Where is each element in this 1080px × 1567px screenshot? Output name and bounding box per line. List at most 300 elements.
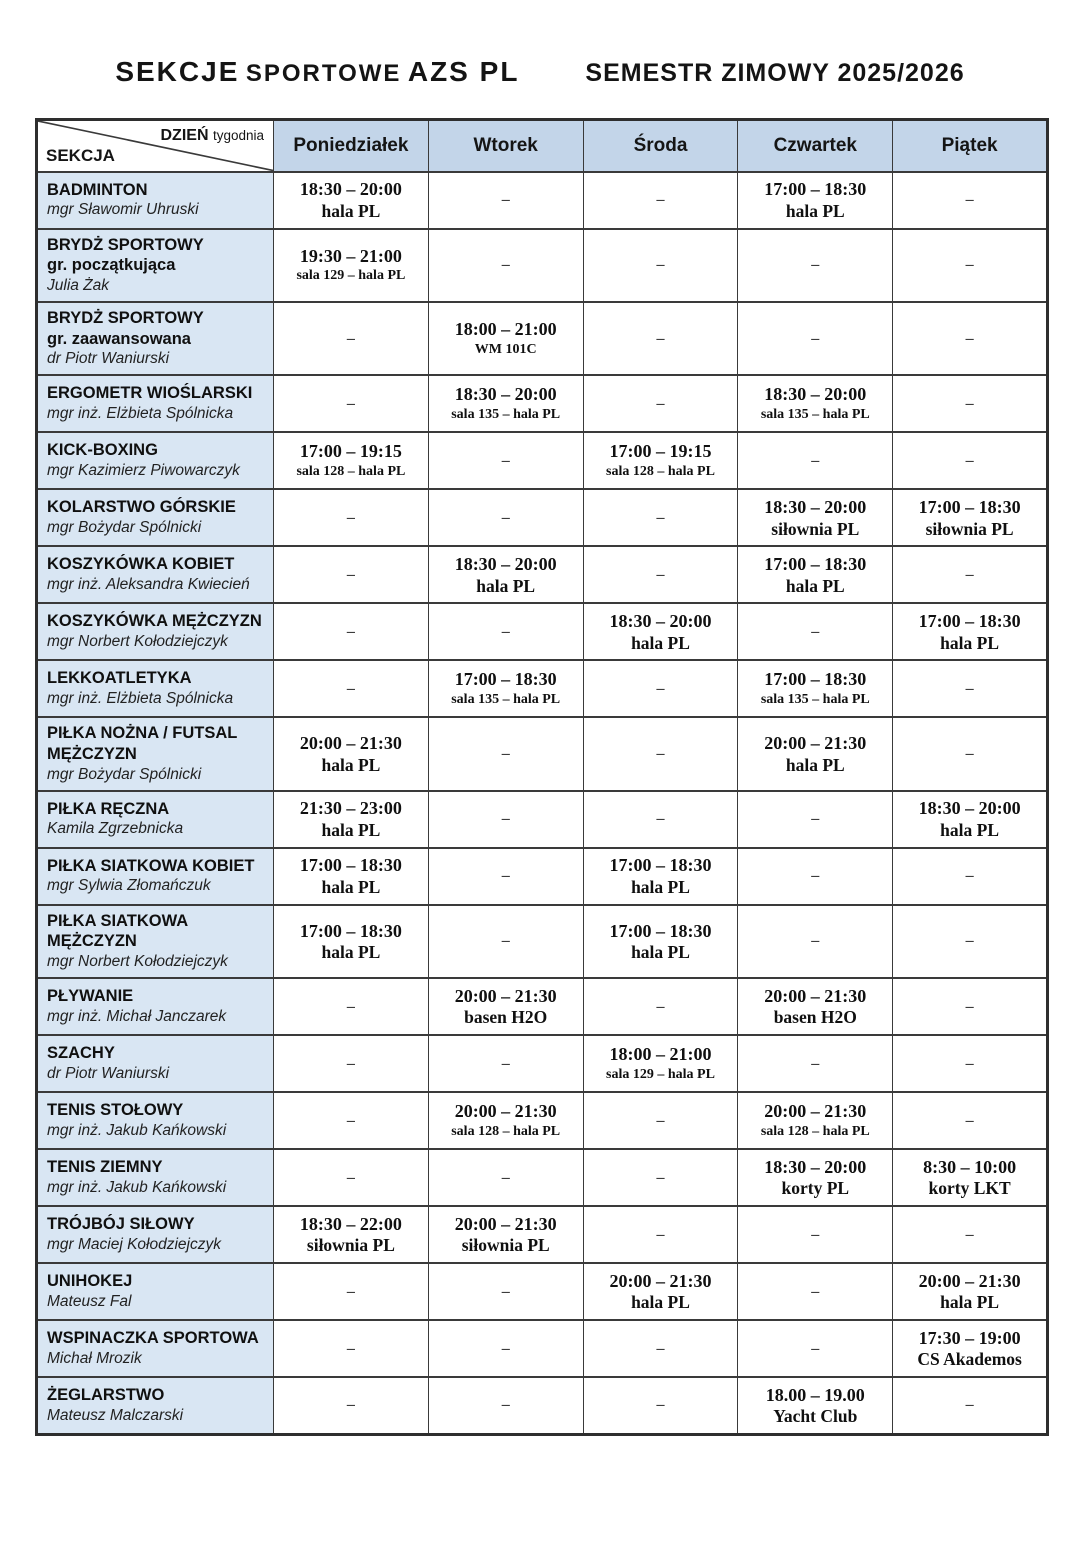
schedule-time: 8:30 – 10:00	[923, 1156, 1017, 1177]
section-name: UNIHOKEJ	[47, 1272, 133, 1291]
section-instructor: mgr Maciej Kołodziejczyk	[47, 1235, 221, 1253]
schedule-time: 17:00 – 18:30	[764, 179, 867, 200]
empty-cell	[893, 229, 1048, 302]
empty-dash: –	[656, 256, 665, 274]
empty-cell	[583, 1320, 738, 1377]
empty-cell	[893, 660, 1048, 717]
section-cell	[37, 546, 274, 603]
schedule-time: 18:30 – 20:00	[609, 611, 712, 632]
section-cell	[37, 302, 274, 375]
schedule-place: hala PL	[940, 819, 999, 840]
section-instructor: mgr Bożydar Spólnicki	[47, 519, 202, 537]
empty-cell	[583, 546, 738, 603]
empty-cell	[428, 717, 583, 790]
section-name: KOLARSTWO GÓRSKIE	[47, 498, 236, 517]
empty-cell	[893, 432, 1048, 489]
empty-dash: –	[811, 329, 820, 347]
empty-cell	[428, 432, 583, 489]
schedule-time: 18:30 – 20:00	[299, 179, 402, 200]
empty-cell	[274, 375, 429, 432]
schedule-cell	[738, 1377, 893, 1434]
empty-cell	[738, 848, 893, 905]
schedule-time: 18:00 – 21:00	[609, 1044, 712, 1065]
table-row	[37, 603, 1048, 660]
empty-dash: –	[965, 256, 974, 274]
empty-dash: –	[346, 622, 355, 640]
section-cell	[37, 1035, 274, 1092]
schedule-place: hala PL	[631, 942, 690, 963]
section-name: gr. początkująca	[47, 256, 176, 275]
schedule-place: korty PL	[781, 1178, 850, 1199]
empty-dash: –	[965, 394, 974, 412]
section-name: TRÓJBÓJ SIŁOWY	[47, 1215, 195, 1234]
schedule-time: 20:00 – 21:30	[454, 985, 557, 1006]
empty-dash: –	[346, 565, 355, 583]
empty-dash: –	[501, 1339, 510, 1357]
empty-cell	[583, 172, 738, 229]
section-cell	[37, 375, 274, 432]
empty-dash: –	[965, 744, 974, 762]
empty-cell	[893, 1092, 1048, 1149]
schedule-cell	[583, 848, 738, 905]
schedule-place: sala 128 – hala PL	[760, 1123, 870, 1139]
schedule-cell	[274, 717, 429, 790]
empty-dash: –	[811, 256, 820, 274]
section-instructor: mgr inż. Jakub Kańkowski	[47, 1121, 227, 1139]
table-row	[37, 791, 1048, 848]
table-row	[37, 546, 1048, 603]
section-instructor: mgr Sylwia Złomańczuk	[47, 877, 211, 895]
section-cell	[37, 1149, 274, 1206]
table-row	[37, 717, 1048, 790]
schedule-time: 17:00 – 18:30	[609, 920, 712, 941]
empty-dash: –	[811, 810, 820, 828]
section-name: TENIS ZIEMNY	[47, 1158, 163, 1177]
table-row	[37, 660, 1048, 717]
title-word-azs-pl: AZS PL	[407, 56, 520, 87]
title-left	[115, 56, 519, 88]
schedule-place: Yacht Club	[773, 1406, 858, 1427]
schedule-cell	[428, 302, 583, 375]
schedule-cell	[893, 791, 1048, 848]
page-title	[0, 56, 1080, 88]
empty-cell	[274, 660, 429, 717]
section-instructor: mgr Norbert Kołodziejczyk	[47, 952, 228, 970]
section-name: ŻEGLARSTWO	[47, 1385, 165, 1404]
empty-cell	[428, 172, 583, 229]
section-name: BRYDŻ SPORTOWY	[47, 235, 204, 254]
title-word-sekcje: SEKCJE	[115, 56, 240, 87]
empty-dash: –	[656, 744, 665, 762]
table-row	[37, 172, 1048, 229]
empty-cell	[274, 546, 429, 603]
schedule-place: sala 135 – hala PL	[451, 691, 561, 707]
section-instructor: Kamila Zgrzebnicka	[47, 820, 184, 838]
schedule-time: 17:00 – 18:30	[918, 611, 1021, 632]
schedule-cell	[274, 172, 429, 229]
section-name: KOSZYKÓWKA KOBIET	[47, 555, 235, 574]
schedule-place: CS Akademos	[917, 1349, 1022, 1370]
empty-dash: –	[656, 508, 665, 526]
empty-dash: –	[501, 810, 510, 828]
section-instructor: mgr Bożydar Spólnicki	[47, 765, 202, 783]
section-instructor: mgr inż. Elżbieta Spólnicka	[47, 405, 234, 423]
section-instructor: Mateusz Malczarski	[47, 1406, 184, 1424]
schedule-time: 17:00 – 18:30	[764, 554, 867, 575]
corner-day-label: DZIEŃ tygodnia	[160, 127, 264, 144]
day-header-friday: Piątek	[893, 120, 1048, 172]
schedule-place: hala PL	[785, 200, 845, 221]
empty-cell	[428, 791, 583, 848]
schedule-place: sala 135 – hala PL	[760, 691, 870, 707]
schedule-time: 17:00 – 18:30	[609, 855, 712, 876]
empty-dash: –	[965, 451, 974, 469]
empty-dash: –	[965, 1396, 974, 1414]
schedule-cell	[738, 717, 893, 790]
schedule-place: hala PL	[321, 754, 381, 775]
empty-cell	[428, 1149, 583, 1206]
empty-cell	[738, 229, 893, 302]
empty-dash: –	[656, 329, 665, 347]
section-cell	[37, 978, 274, 1035]
schedule-tbody	[37, 172, 1048, 1435]
empty-dash: –	[811, 1225, 820, 1243]
empty-dash: –	[811, 1339, 820, 1357]
schedule-cell	[274, 848, 429, 905]
empty-cell	[274, 1377, 429, 1434]
empty-dash: –	[346, 1396, 355, 1414]
empty-dash: –	[346, 1111, 355, 1129]
section-instructor: mgr inż. Elżbieta Spólnicka	[47, 690, 234, 708]
empty-cell	[583, 978, 738, 1035]
empty-dash: –	[346, 1339, 355, 1357]
section-cell	[37, 791, 274, 848]
schedule-place: hala PL	[321, 819, 381, 840]
empty-cell	[893, 905, 1048, 978]
schedule-place: hala PL	[321, 200, 381, 221]
section-instructor: mgr inż. Jakub Kańkowski	[47, 1178, 227, 1196]
empty-dash: –	[656, 191, 665, 208]
empty-cell	[428, 229, 583, 302]
table-row	[37, 978, 1048, 1035]
section-instructor: dr Piotr Waniurski	[47, 1064, 170, 1082]
schedule-cell	[893, 489, 1048, 546]
section-name: WSPINACZKA SPORTOWA	[47, 1329, 259, 1348]
empty-cell	[428, 1320, 583, 1377]
schedule-place: hala PL	[785, 754, 845, 775]
schedule-time: 17:00 – 18:30	[764, 669, 867, 690]
section-name: PIŁKA RĘCZNA	[47, 799, 170, 818]
schedule-cell	[428, 1206, 583, 1263]
section-name: BADMINTON	[47, 180, 148, 199]
schedule-place: siłownia PL	[306, 1235, 395, 1256]
section-name: PIŁKA NOŻNA / FUTSAL	[47, 724, 238, 743]
empty-dash: –	[346, 679, 355, 697]
section-cell	[37, 1377, 274, 1434]
schedule-cell	[428, 375, 583, 432]
empty-cell	[428, 1263, 583, 1320]
section-instructor: mgr Norbert Kołodziejczyk	[47, 633, 228, 651]
day-header-thursday: Czwartek	[738, 120, 893, 172]
empty-cell	[738, 603, 893, 660]
empty-cell	[738, 1035, 893, 1092]
empty-dash: –	[656, 1168, 665, 1186]
empty-cell	[893, 1035, 1048, 1092]
schedule-time: 17:00 – 19:15	[609, 441, 712, 462]
schedule-cell	[738, 1149, 893, 1206]
section-cell	[37, 489, 274, 546]
section-name: BRYDŻ SPORTOWY	[47, 308, 204, 327]
empty-dash: –	[501, 1168, 510, 1186]
schedule-place: hala PL	[321, 942, 381, 963]
empty-dash: –	[965, 679, 974, 697]
schedule-cell	[583, 1263, 738, 1320]
empty-dash: –	[811, 932, 820, 950]
empty-cell	[274, 1263, 429, 1320]
table-row	[37, 229, 1048, 302]
empty-dash: –	[811, 1282, 820, 1300]
schedule-time: 17:00 – 18:30	[918, 497, 1021, 518]
schedule-time: 18:00 – 21:00	[454, 319, 557, 340]
empty-dash: –	[346, 1168, 355, 1186]
schedule-place: hala PL	[321, 876, 381, 897]
schedule-time: 20:00 – 21:30	[764, 985, 867, 1006]
table-row	[37, 1149, 1048, 1206]
section-cell	[37, 229, 274, 302]
schedule-place: sala 128 – hala PL	[296, 463, 406, 479]
empty-cell	[893, 546, 1048, 603]
schedule-cell	[274, 1206, 429, 1263]
schedule-cell	[428, 1092, 583, 1149]
empty-dash: –	[965, 867, 974, 885]
section-name: MĘŻCZYZN	[47, 744, 137, 763]
table-row	[37, 1035, 1048, 1092]
schedule-time: 17:00 – 18:30	[299, 855, 402, 876]
table-row	[37, 848, 1048, 905]
schedule-place: hala PL	[476, 575, 536, 596]
empty-cell	[428, 1035, 583, 1092]
schedule-time: 21:30 – 23:00	[299, 798, 402, 819]
empty-dash: –	[346, 508, 355, 526]
schedule-time: 18:30 – 20:00	[454, 554, 557, 575]
schedule-place: WM 101C	[474, 341, 537, 357]
empty-cell	[583, 229, 738, 302]
empty-dash: –	[656, 679, 665, 697]
section-name: ERGOMETR WIOŚLARSKI	[47, 384, 253, 403]
section-instructor: mgr inż. Michał Janczarek	[47, 1007, 227, 1025]
empty-cell	[274, 1320, 429, 1377]
schedule-place: hala PL	[940, 1292, 999, 1313]
schedule-time: 20:00 – 21:30	[764, 1101, 867, 1122]
empty-cell	[274, 302, 429, 375]
schedule-place: hala PL	[631, 876, 690, 897]
empty-cell	[738, 1320, 893, 1377]
schedule-cell	[738, 172, 893, 229]
section-name: KOSZYKÓWKA MĘŻCZYZN	[47, 612, 262, 631]
empty-cell	[893, 717, 1048, 790]
section-name: PIŁKA SIATKOWA MĘŻCZYZN	[47, 911, 188, 951]
schedule-place: siłownia PL	[771, 518, 860, 539]
schedule-time: 17:00 – 18:30	[299, 920, 402, 941]
schedule-time: 18:30 – 22:00	[299, 1213, 402, 1234]
day-header-tuesday: Wtorek	[428, 120, 583, 172]
schedule-cell	[274, 432, 429, 489]
header-row	[37, 120, 1048, 172]
empty-cell	[428, 905, 583, 978]
schedule-cell	[583, 432, 738, 489]
section-instructor: Michał Mrozik	[47, 1349, 142, 1367]
section-cell	[37, 432, 274, 489]
empty-cell	[583, 1149, 738, 1206]
empty-cell	[738, 1206, 893, 1263]
schedule-time: 17:00 – 18:30	[454, 669, 557, 690]
empty-dash: –	[346, 1282, 355, 1300]
section-instructor: Julia Żak	[47, 276, 110, 294]
schedule-time: 20:00 – 21:30	[918, 1270, 1021, 1291]
day-header-monday: Poniedziałek	[274, 120, 429, 172]
empty-cell	[583, 1377, 738, 1434]
schedule-cell	[738, 1092, 893, 1149]
empty-cell	[428, 1377, 583, 1434]
schedule-cell	[893, 1320, 1048, 1377]
schedule-cell	[583, 905, 738, 978]
schedule-place: korty LKT	[928, 1178, 1011, 1199]
empty-dash: –	[811, 451, 820, 469]
empty-dash: –	[346, 329, 355, 347]
empty-cell	[738, 1263, 893, 1320]
schedule-time: 17:00 – 19:15	[299, 441, 402, 462]
schedule-time: 20:00 – 21:30	[609, 1270, 712, 1291]
empty-cell	[583, 375, 738, 432]
schedule-time: 20:00 – 21:30	[454, 1101, 557, 1122]
schedule-cell	[738, 546, 893, 603]
empty-cell	[274, 489, 429, 546]
empty-dash: –	[965, 1225, 974, 1243]
empty-cell	[893, 375, 1048, 432]
empty-dash: –	[501, 451, 510, 469]
section-cell	[37, 905, 274, 978]
schedule-time: 20:00 – 21:30	[299, 733, 402, 754]
empty-dash: –	[501, 1054, 510, 1072]
table-row	[37, 1092, 1048, 1149]
schedule-cell	[738, 489, 893, 546]
empty-dash: –	[811, 867, 820, 885]
empty-cell	[893, 1377, 1048, 1434]
schedule-cell	[738, 660, 893, 717]
schedule-cell	[893, 1149, 1048, 1206]
schedule-cell	[274, 229, 429, 302]
empty-dash: –	[965, 1054, 974, 1072]
title-semester: SEMESTR ZIMOWY 2025/2026	[585, 59, 965, 87]
empty-dash: –	[965, 1111, 974, 1129]
schedule-place: sala 129 – hala PL	[606, 1066, 715, 1082]
schedule-place: hala PL	[785, 575, 845, 596]
schedule-time: 20:00 – 21:30	[454, 1213, 557, 1234]
schedule-cell	[738, 375, 893, 432]
empty-cell	[583, 489, 738, 546]
schedule-cell	[428, 546, 583, 603]
empty-cell	[583, 717, 738, 790]
table-row	[37, 1320, 1048, 1377]
empty-cell	[274, 1092, 429, 1149]
table-row	[37, 1377, 1048, 1434]
empty-dash: –	[501, 932, 510, 950]
schedule-cell	[428, 660, 583, 717]
empty-cell	[274, 603, 429, 660]
empty-dash: –	[965, 191, 974, 208]
section-cell	[37, 1320, 274, 1377]
schedule-place: basen H2O	[464, 1007, 548, 1028]
day-header-wednesday: Środa	[583, 120, 738, 172]
schedule-time: 18:30 – 20:00	[764, 1156, 867, 1177]
empty-dash: –	[501, 1396, 510, 1414]
empty-dash: –	[965, 565, 974, 583]
empty-dash: –	[656, 1396, 665, 1414]
empty-dash: –	[501, 191, 510, 208]
empty-dash: –	[656, 810, 665, 828]
empty-dash: –	[346, 394, 355, 412]
table-row	[37, 489, 1048, 546]
section-cell	[37, 603, 274, 660]
section-cell	[37, 172, 274, 229]
empty-cell	[583, 302, 738, 375]
schedule-place: sala 129 – hala PL	[296, 268, 406, 284]
schedule-time: 18:30 – 20:00	[764, 497, 867, 518]
empty-cell	[738, 302, 893, 375]
section-name: gr. zaawansowana	[47, 329, 191, 348]
empty-cell	[738, 432, 893, 489]
section-cell	[37, 1263, 274, 1320]
section-instructor: mgr Kazimierz Piwowarczyk	[47, 462, 240, 480]
empty-dash: –	[811, 622, 820, 640]
empty-dash: –	[656, 394, 665, 412]
empty-cell	[893, 848, 1048, 905]
section-name: PIŁKA SIATKOWA KOBIET	[47, 856, 255, 875]
empty-dash: –	[501, 256, 510, 274]
empty-cell	[893, 978, 1048, 1035]
section-name: SZACHY	[47, 1044, 115, 1063]
empty-cell	[583, 791, 738, 848]
schedule-place: hala PL	[631, 632, 690, 653]
empty-cell	[428, 603, 583, 660]
schedule-cell	[893, 1263, 1048, 1320]
section-cell	[37, 717, 274, 790]
schedule-time: 20:00 – 21:30	[764, 733, 867, 754]
table-row	[37, 1206, 1048, 1263]
schedule-place: hala PL	[940, 632, 999, 653]
section-instructor: mgr inż. Aleksandra Kwiecień	[47, 576, 250, 594]
empty-dash: –	[501, 867, 510, 885]
schedule-time: 18:30 – 20:00	[454, 384, 557, 405]
schedule-cell	[738, 978, 893, 1035]
schedule-time: 18:30 – 20:00	[918, 798, 1021, 819]
empty-cell	[583, 1092, 738, 1149]
schedule-cell	[274, 905, 429, 978]
empty-cell	[893, 172, 1048, 229]
schedule-time: 18.00 – 19.00	[765, 1384, 865, 1405]
empty-cell	[274, 1149, 429, 1206]
empty-cell	[583, 660, 738, 717]
empty-dash: –	[501, 1282, 510, 1300]
empty-dash: –	[656, 997, 665, 1015]
empty-cell	[893, 302, 1048, 375]
schedule-cell	[893, 603, 1048, 660]
empty-dash: –	[346, 1054, 355, 1072]
empty-dash: –	[656, 1225, 665, 1243]
section-name: TENIS STOŁOWY	[47, 1101, 184, 1120]
empty-dash: –	[501, 508, 510, 526]
title-word-sportowe: SPORTOWE	[245, 60, 402, 87]
